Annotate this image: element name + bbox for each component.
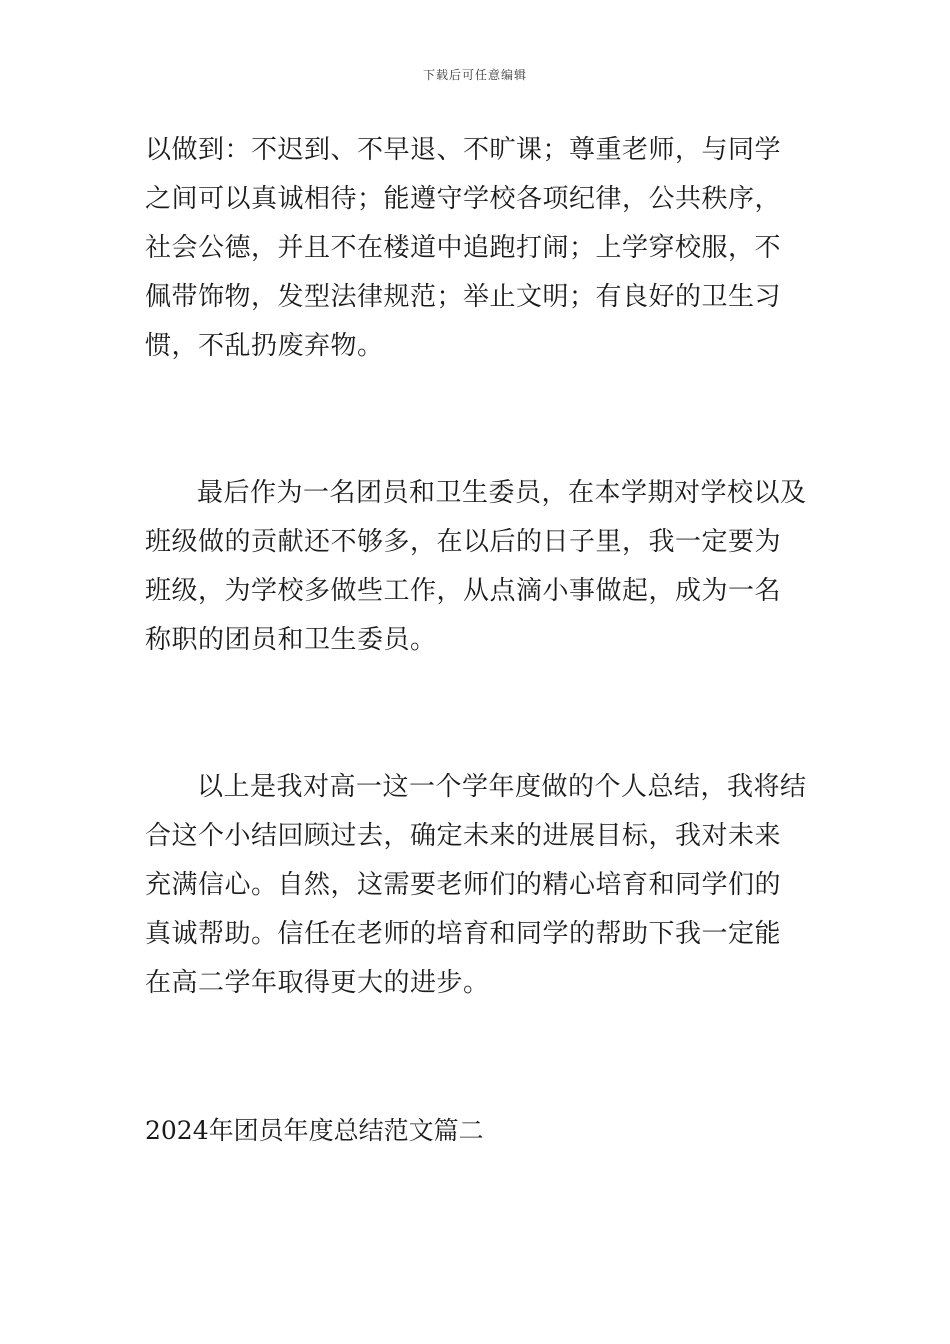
paragraph-summary: 以上是我对高一这一个学年度做的个人总结，我将结合这个小结回顾过去，确定未来的进展目标，我对未来充满信心。自然，这需要老师们的精心培育和同学们的真诚帮助。信任在老师的培育和同学的帮助下我一定能在高二学年取得更大的进步。 — [145, 772, 807, 998]
section-heading: 2024年团员年度总结范文篇二 — [145, 1116, 484, 1145]
paragraph-discipline: 以做到：不迟到、不早退、不旷课；尊重老师，与同学之间可以真诚相待；能遵守学校各项纪律，公共秩序，社会公德，并且不在楼道中追跑打闹；上学穿校服，不佩带饰物，发型法律规范；举止文明；有良好的卫生习惯，不乱扔废弃物。 — [145, 135, 782, 361]
document-body — [145, 126, 807, 1155]
page-header: 下载后可任意编辑 — [422, 68, 527, 82]
paragraph-contribution: 最后作为一名团员和卫生委员，在本学期对学校以及班级做的贡献还不够多，在以后的日子里，我一定要为班级，为学校多做些工作，从点滴小事做起，成为一名称职的团员和卫生委员。 — [145, 478, 807, 655]
